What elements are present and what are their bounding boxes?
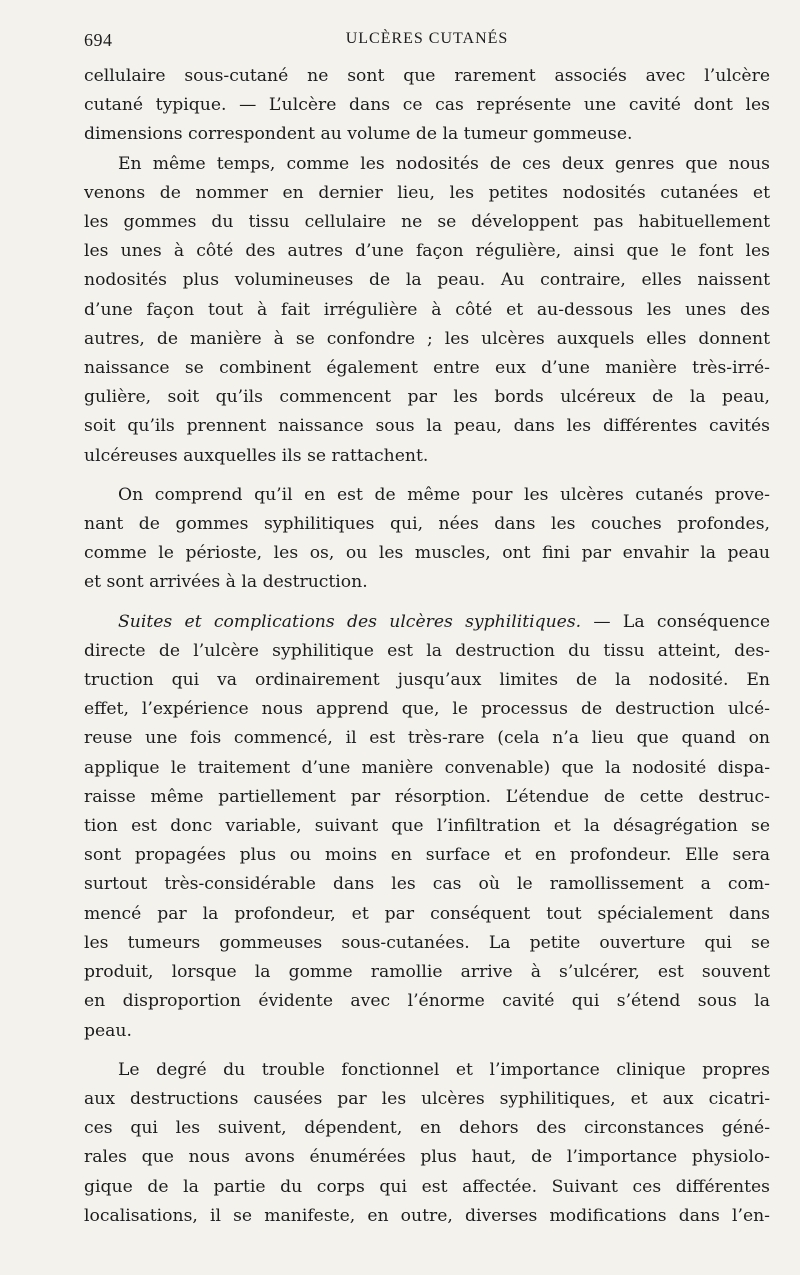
section-heading: Suites et complications des ulcères syphilitiques.: [118, 611, 582, 632]
text-line: rales que nous avons énumérées plus haut, de l’importance physiolo-: [84, 1147, 770, 1168]
text-line: venons de nommer en dernier lieu, les petites nodosités cutanées et: [84, 182, 770, 203]
text-line: les unes à côté des autres d’une façon régulière, ainsi que le font les: [84, 241, 770, 262]
paragraph-3: [84, 481, 770, 598]
text-line: les tumeurs gommeuses sous-cutanées. La petite ouverture qui se: [84, 932, 770, 953]
paragraph-5: [84, 1056, 770, 1231]
text-line: et sont arrivées à la destruction.: [84, 572, 368, 593]
text-line: raisse même partiellement par résorption. L’étendue de cette destruc-: [84, 786, 770, 807]
text-line: cutané typique. — L’ulcère dans ce cas représente une cavité dont les: [84, 95, 770, 116]
running-title: ULCÈRES CUTANÉS: [345, 30, 509, 47]
body-text: [84, 62, 770, 1231]
text-line: en disproportion évidente avec l’énorme cavité qui s’étend sous la: [84, 991, 770, 1012]
text-line: peau.: [84, 1020, 132, 1041]
text-line: En même temps, comme les nodosités de ces deux genres que nous: [118, 153, 770, 174]
text-line: nodosités plus volumineuses de la peau. Au contraire, elles naissent: [84, 270, 770, 291]
section-heading-rest: — La conséquence: [581, 611, 770, 632]
text-line: ces qui les suivent, dépendent, en dehors des circonstances géné-: [84, 1118, 770, 1139]
text-line: dimensions correspondent au volume de la tumeur gommeuse.: [84, 124, 633, 145]
text-line: applique le traitement d’une manière convenable) que la nodosité dispa-: [84, 757, 770, 778]
text-line: cellulaire sous-cutané ne sont que rarement associés avec l’ulcère: [84, 66, 770, 86]
text-line: sont propagées plus ou moins en surface et en profondeur. Elle sera: [84, 845, 770, 866]
text-line: gulière, soit qu’ils commencent par les bords ulcéreux de la peau,: [84, 387, 770, 408]
text-line: mencé par la profondeur, et par conséquent tout spécialement dans: [84, 903, 770, 924]
text-line: ulcéreuses auxquelles ils se rattachent.: [84, 445, 429, 466]
text-line: les gommes du tissu cellulaire ne se développent pas habituellement: [84, 212, 770, 233]
text-line: truction qui va ordinairement jusqu’aux limites de la nodosité. En: [84, 670, 770, 691]
text-line: d’une façon tout à fait irrégulière à côté et au-dessous les unes des: [84, 299, 770, 320]
text-line: comme le périoste, les os, ou les muscles, ont fini par envahir la peau: [84, 543, 770, 564]
page-header: [84, 28, 770, 54]
text-line: surtout très-considérable dans les cas où le ramollissement a com-: [84, 874, 770, 895]
text-line: soit qu’ils prennent naissance sous la peau, dans les différentes cavités: [84, 416, 770, 437]
text-line: localisations, il se manifeste, en outre, diverses modifications dans l’en-: [84, 1205, 770, 1226]
text-line: reuse une fois commencé, il est très-rare (cela n’a lieu que quand on: [84, 728, 770, 749]
text-line: aux destructions causées par les ulcères syphilitiques, et aux cicatri-: [84, 1088, 770, 1109]
section-heading-line: [84, 608, 770, 637]
page-number: 694: [84, 30, 113, 50]
text-line: autres, de manière à se confondre ; les ulcères auxquels elles donnent: [84, 328, 770, 349]
paragraph-2: [84, 150, 770, 471]
text-line: Le degré du trouble fonctionnel et l’importance clinique propres: [118, 1059, 770, 1080]
text-line: nant de gommes syphilitiques qui, nées dans les couches profondes,: [84, 514, 770, 535]
text-line: gique de la partie du corps qui est affectée. Suivant ces différentes: [84, 1176, 770, 1197]
text-line: effet, l’expérience nous apprend que, le processus de destruction ulcé-: [84, 699, 770, 720]
text-line: produit, lorsque la gomme ramollie arrive à s’ulcérer, est souvent: [84, 962, 770, 983]
paragraph-4: [84, 608, 770, 1046]
paragraph-1: [84, 62, 770, 150]
text-line: On comprend qu’il en est de même pour les ulcères cutanés prove-: [118, 484, 770, 505]
text-line: naissance se combinent également entre eux d’une manière très-irré-: [84, 358, 770, 379]
text-line: tion est donc variable, suivant que l’infiltration et la désagrégation se: [84, 816, 770, 837]
text-line: directe de l’ulcère syphilitique est la destruction du tissu atteint, des-: [84, 640, 770, 661]
